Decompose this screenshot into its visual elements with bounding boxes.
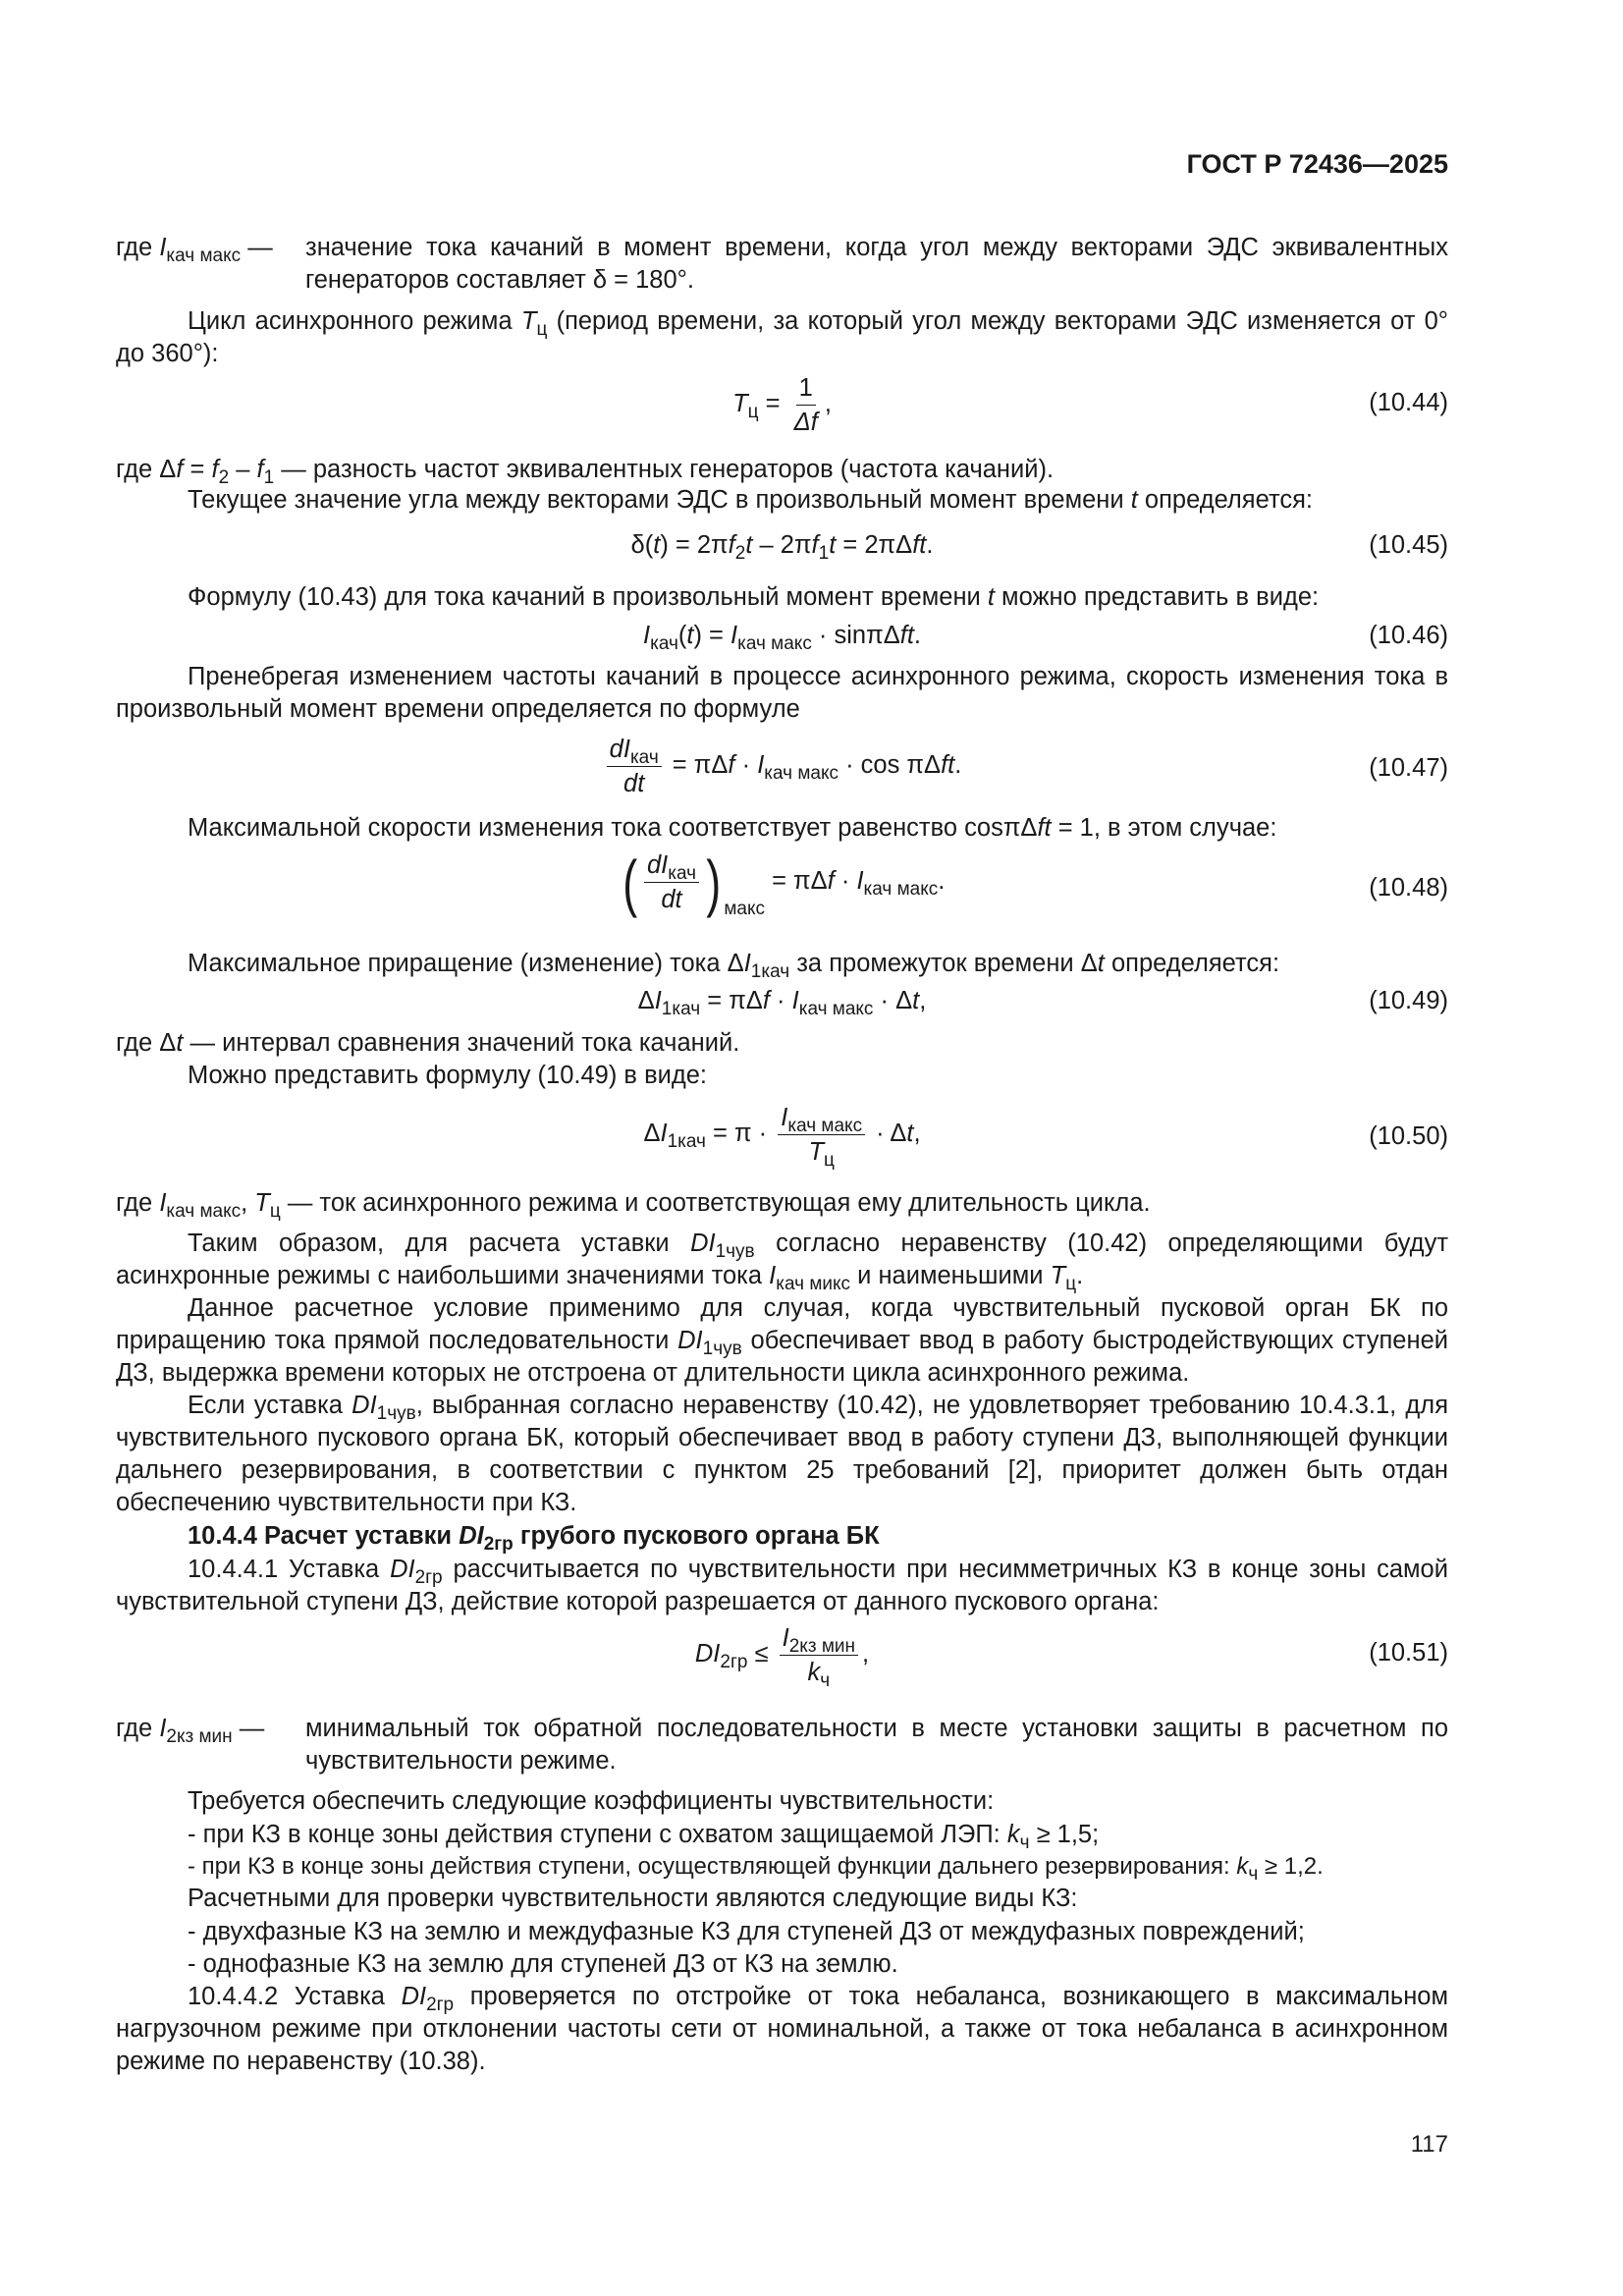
list-item-2: - при КЗ в конце зоны действия ступени, осуществляющей функции дальнего резервирования: $k_ч \ge 1,2$.: [188, 1853, 1324, 1885]
paragraph-delta-t: где Δt — интервал сравнения значений тока качаний.: [116, 1029, 740, 1057]
paragraph-delta-f: где $\Delta f = f_2 - f_1$ — разность частот эквивалентных генераторов (частота качаний).: [116, 456, 1055, 488]
formula-10-47: $\frac{dI_{кач}}{dt}$ = $\pi\Delta f \cdot I_{кач макс} \cdot \cos \pi\Delta ft$. (10.47): [116, 735, 1448, 793]
paragraph-max-speed: Максимальной скорости изменения тока соответствует равенство cosπΔft = 1, в этом случае:: [188, 814, 1277, 842]
paragraph-max-increment: Максимальное приращение (изменение) тока $\Delta I_{1кач}$ за промежуток времени Δt определяется:: [188, 950, 1280, 982]
paragraph-thus: Таким образом, для расчета уставки $DI_{1чув}$ согласно неравенству (10.42) определяющими будут асинхронные режимы с наибольшими значениями тока $I_{кач микс}$ и наименьшими $T_ц$.: [116, 1230, 1448, 1294]
formula-10-51: $DI_{2гр}$ ≤ $\frac{I_{2кз мин}}{k_ч}$ , (10.51): [694, 1624, 1448, 1691]
paragraph-can-represent: Можно представить формулу (10.49) в виде:: [188, 1062, 708, 1089]
list-item-1: - при КЗ в конце зоны действия ступени с охватом защищаемой ЛЭП: $k_ч \ge 1,5$;: [188, 1821, 1100, 1853]
formula-10-49: $\Delta I_{1кач} = \pi\Delta f \cdot I_{кач макс} \cdot \Delta t$, (10.49): [637, 987, 1448, 1019]
paragraph-formula-1043: Формулу (10.43) для тока качаний в произвольный момент времени t можно представить в виде:: [188, 583, 1320, 611]
paragraph-if-setting: Если уставка $DI_{1чув}$, выбранная согласно неравенству (10.42), не удовлетворяет требованию 10.4.3.1, для чувствительного пускового органа БК, который обеспечивает ввод в работу ступени ДЗ, выполняющей функции дальнего резервирования, в соответствии с пунктом 25 требований [2], приоритет должен быть отдан обеспечению чувствительности при КЗ.: [116, 1392, 1448, 1516]
definition-label: где $I_{2кз мин}$ —: [116, 1715, 265, 1747]
definition-text: минимальный ток обратной последовательности в месте установки защиты в расчетном по чувствительности режиме.: [305, 1715, 1448, 1775]
section-heading-10-4-4: 10.4.4 Расчет уставки $DI_{2гр}$ грубого пускового органа БК: [188, 1522, 880, 1555]
formula-number: (10.45): [1369, 531, 1448, 559]
paragraph-10-4-4-1: 10.4.4.1 Уставка $DI_{2гр}$ рассчитывается по чувствительности при несимметричных КЗ в конце зоны самой чувствительной ступени ДЗ, действие которой разрешается от данного пускового органа:: [116, 1556, 1448, 1615]
definition-i-kach-maks: [116, 232, 1448, 297]
list-item-3: - двухфазные КЗ на землю и междуфазные КЗ для ступеней ДЗ от междуфазных повреждений;: [188, 1918, 1305, 1945]
document-code-header: ГОСТ Р 72436—2025: [1186, 149, 1448, 179]
formula-10-46: $I_{кач}(t) = I_{кач макс} \cdot \sin\pi\Delta ft$. (10.46): [643, 622, 1448, 654]
formula-number: (10.49): [1369, 987, 1448, 1014]
formula-number: (10.51): [1369, 1639, 1448, 1667]
definition-label: где $I_{кач макс}$ —: [116, 234, 273, 266]
formula-number: (10.46): [1369, 622, 1448, 649]
formula-10-45: $\delta(t) = 2\pi f_2t - 2\pi f_1t = 2\pi\Delta ft$. (10.45): [630, 531, 1448, 564]
formula-number: (10.48): [1369, 874, 1448, 902]
paragraph-where-I-T: где $I_{кач макс}$, $T_ц$ — ток асинхронного режима и соответствующая ему длительность цикла.: [116, 1189, 1151, 1222]
formula-10-48: ( $\frac{dI_{кач}}{dt}$ ) $_{макс} = \pi\Delta f \cdot I_{кач макс}$. (10.48): [622, 847, 1448, 920]
formula-10-50: $\Delta I_{1кач} = \pi$ · $\frac{I_{кач макс}}{T_ц}$ · Δt, (10.50): [643, 1104, 1448, 1171]
formula-number: (10.44): [1369, 389, 1448, 416]
paragraph-required: Требуется обеспечить следующие коэффициенты чувствительности:: [188, 1787, 995, 1815]
formula-10-44: $T_ц$ = $\frac{1}{\Delta f}$ , (10.44): [732, 374, 1448, 436]
paragraph-current-angle: Текущее значение угла между векторами ЭДС в произвольный момент времени t определяется:: [188, 486, 1313, 514]
formula-number: (10.47): [1369, 754, 1448, 782]
definition-i-2kz-min: [116, 1713, 1448, 1777]
page-number: 117: [1410, 2131, 1448, 2158]
paragraph-condition: Данное расчетное условие применимо для случая, когда чувствительный пусковой орган БК по приращению тока прямой последовательности $DI_{1чув}$ обеспечивает ввод в работу быстродействующих ступеней ДЗ, выдержка времени которых не отстроена от длительности цикла асинхронного режима.: [116, 1294, 1448, 1387]
definition-text: значение тока качаний в момент времени, когда угол между векторами ЭДС эквивалентных генераторов составляет δ = 180°.: [305, 234, 1448, 294]
document-page: [116, 0, 1448, 2296]
paragraph-10-4-4-2: 10.4.4.2 Уставка $DI_{2гр}$ проверяется по отстройке от тока небаланса, возникающего в максимальном нагрузочном режиме при отклонении частоты сети от номинальной, а также от тока небаланса в асинхронном режиме по неравенству (10.38).: [116, 1983, 1448, 2075]
list-item-4: - однофазные КЗ на землю для ступеней ДЗ от КЗ на землю.: [188, 1950, 898, 1978]
paragraph-cycle: Цикл асинхронного режима $T_ц$ (период времени, за который угол между векторами ЭДС изменяется от 0° до 360°):: [116, 307, 1448, 367]
paragraph-kinds: Расчетными для проверки чувствительности являются следующие виды КЗ:: [188, 1885, 1078, 1912]
formula-number: (10.50): [1369, 1122, 1448, 1150]
paragraph-neglect: Пренебрегая изменением частоты качаний в процессе асинхронного режима, скорость изменения тока в произвольный момент времени определяется по формуле: [116, 663, 1448, 723]
